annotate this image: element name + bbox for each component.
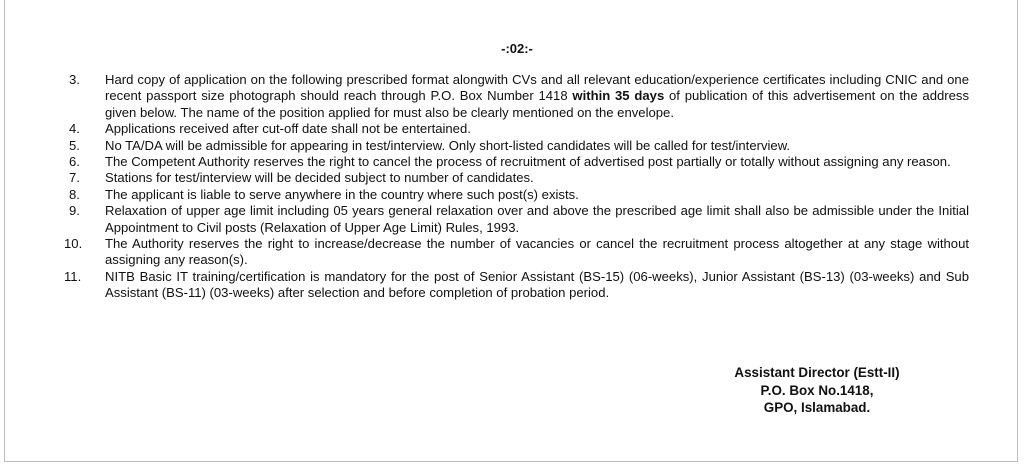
- signatory-title: Assistant Director (Estt-II): [734, 365, 900, 380]
- item-text: Hard copy of application on the following prescribed format alongwith CVs and all relevant education/experience certificates including CNIC and one recent passport size photograph should reach through P.O. Box Number 1418 within 35 days of publication of this advertisement on the address given below. The name of the position applied for must also be clearly mentioned on the envelope.: [105, 72, 969, 120]
- list-item: [64, 236, 969, 269]
- list-item: [69, 121, 969, 137]
- list-item: [69, 138, 969, 154]
- item-text: The Authority reserves the right to increase/decrease the number of vacancies or cancel the recruitment process altogether at any stage without assigning any reason(s).: [105, 236, 969, 268]
- item-text: The Competent Authority reserves the right to cancel the process of recruitment of advertised post partially or totally without assigning any reason.: [105, 154, 951, 170]
- page-number: -:02:-: [501, 41, 533, 56]
- item-number: 8.: [69, 186, 80, 202]
- item-text: Applications received after cut-off date shall not be entertained.: [105, 121, 471, 137]
- item-text: Stations for test/interview will be decided subject to number of candidates.: [105, 170, 534, 186]
- item-number: 7.: [69, 170, 80, 186]
- list-item: [69, 72, 969, 121]
- list-item: [69, 170, 969, 186]
- list-item: [64, 268, 969, 302]
- item-text: No TA/DA will be admissible for appearing in test/interview. Only short-listed candidates will be called for test/interview.: [105, 137, 791, 153]
- item-number: 5.: [69, 137, 80, 153]
- item-text: Relaxation of upper age limit including 05 years general relaxation over and above the prescribed age limit shall also be admissible under the Initial Appointment to Civil posts (Relaxation of Upper Age Limit) Rules, 1993.: [105, 203, 969, 235]
- instructions-list: [64, 72, 969, 302]
- item-number: 10.: [64, 236, 83, 252]
- item-number: 9.: [69, 203, 80, 219]
- item-text: The applicant is liable to serve anywhere in the country where such post(s) exists.: [105, 186, 579, 202]
- item-number: 4.: [69, 121, 80, 137]
- po-box: P.O. Box No.1418,: [760, 382, 874, 398]
- list-item: [69, 187, 969, 203]
- item-number: 3.: [69, 72, 80, 87]
- signature-block: [707, 364, 927, 417]
- item-number: 11.: [64, 268, 82, 284]
- deadline-emphasis: within 35 days: [572, 88, 665, 104]
- city: GPO, Islamabad.: [763, 400, 871, 415]
- list-item: [69, 154, 969, 170]
- document-page: [4, 0, 1018, 462]
- list-item: [69, 203, 969, 236]
- item-number: 6.: [69, 154, 80, 170]
- item-text: NITB Basic IT training/certification is mandatory for the post of Senior Assistant (BS-15) (06-weeks), Junior Assistant (BS-13) (03-weeks) and Sub Assistant (BS-11) (03-weeks) after selection and before completion of probation period.: [105, 268, 969, 301]
